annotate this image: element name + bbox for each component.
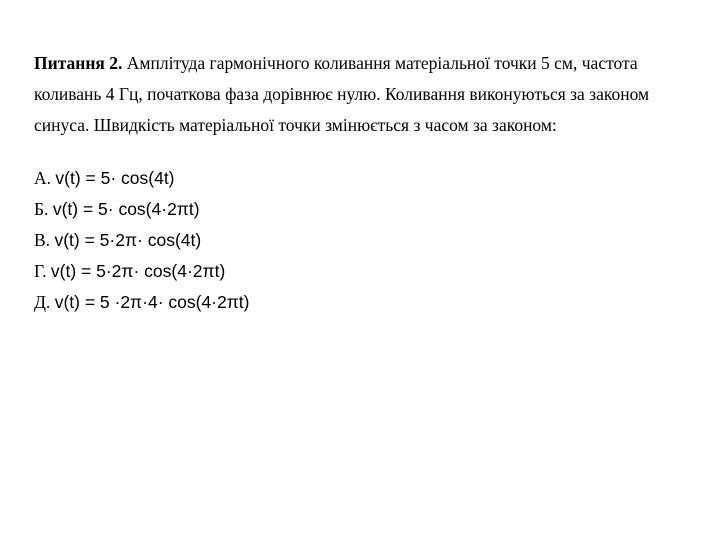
answer-option-b bbox=[34, 194, 250, 225]
answer-option-a bbox=[34, 163, 250, 194]
option-formula: v(t) = 5 ·2π·4· cos(4·2πt) bbox=[54, 292, 250, 312]
question-text bbox=[34, 48, 689, 141]
option-letter: В. bbox=[34, 230, 55, 250]
option-formula: v(t) = 5· cos(4·2πt) bbox=[52, 199, 200, 219]
option-formula: v(t) = 5·2π· cos(4·2πt) bbox=[50, 261, 226, 281]
option-formula: v(t) = 5·2π· cos(4t) bbox=[54, 230, 202, 250]
answer-option-v bbox=[34, 225, 250, 256]
answer-option-h bbox=[34, 256, 250, 287]
answer-options bbox=[34, 163, 250, 318]
question-label: Питання 2. bbox=[34, 53, 123, 73]
option-formula: v(t) = 5· cos(4t) bbox=[55, 168, 175, 188]
option-letter: Б. bbox=[34, 199, 53, 219]
option-letter: Д. bbox=[34, 292, 55, 312]
option-letter: Г. bbox=[34, 261, 51, 281]
option-letter: А. bbox=[34, 168, 56, 188]
answer-option-d bbox=[34, 287, 250, 318]
question-body: Амплітуда гармонічного коливання матеріальної точки 5 см, частота коливань 4 Гц, початкова фаза дорівнює нулю. Коливання виконуються за законом синуса. Швидкість матеріальної точки змінюється з часом за законом: bbox=[34, 53, 650, 135]
